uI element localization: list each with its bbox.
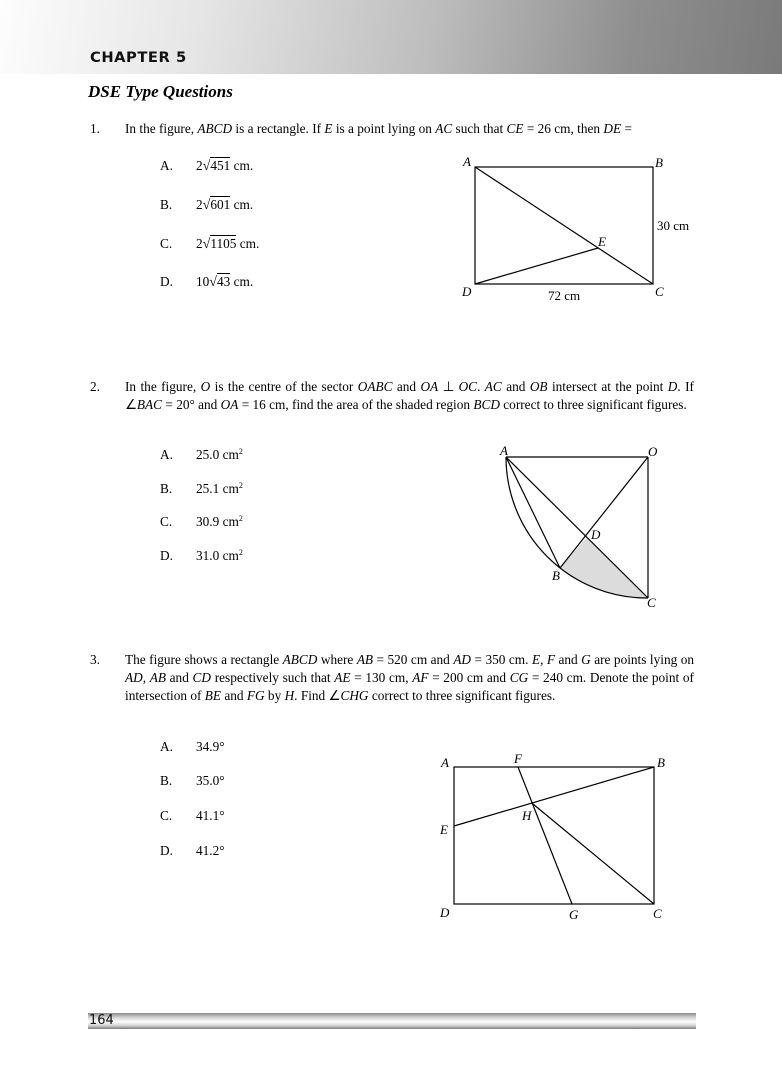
- svg-text:F: F: [514, 751, 522, 766]
- question-2: [90, 378, 694, 414]
- question-number: 2.: [90, 379, 100, 394]
- svg-text:C: C: [647, 595, 656, 610]
- question-text: In the figure, ABCD is a rectangle. If E is a point lying on AC such that CE = 26 cm, then DE =: [125, 121, 632, 136]
- svg-text:H: H: [522, 808, 532, 823]
- svg-text:A: A: [463, 154, 471, 169]
- shaded-region-bcd: [560, 537, 648, 598]
- chapter-title: CHAPTER 5: [90, 50, 187, 66]
- figure-sector-oabc: [490, 440, 670, 615]
- question-1: [90, 120, 694, 138]
- svg-text:B: B: [657, 755, 665, 770]
- figure-rectangle-efgh: [430, 745, 680, 925]
- svg-text:E: E: [598, 234, 606, 249]
- svg-text:E: E: [440, 822, 448, 837]
- question-text: In the figure, O is the centre of the sector OABC and OA ⊥ OC. AC and OB intersect at the point D. If ∠BAC = 20° and OA = 16 cm, find the area of the shaded region BCD correct to three significant figures.: [125, 379, 694, 412]
- figure-rectangle-abcd: [450, 150, 710, 310]
- svg-text:D: D: [462, 284, 472, 299]
- svg-text:B: B: [552, 568, 560, 583]
- svg-text:30 cm: 30 cm: [657, 218, 690, 233]
- question-number: 1.: [90, 121, 100, 136]
- svg-text:G: G: [569, 907, 579, 922]
- question-number: 3.: [90, 652, 100, 667]
- svg-text:A: A: [500, 443, 508, 458]
- svg-text:C: C: [655, 284, 664, 299]
- svg-text:A: A: [441, 755, 449, 770]
- svg-text:O: O: [648, 444, 658, 459]
- question-text: The figure shows a rectangle ABCD where AB = 520 cm and AD = 350 cm. E, F and G are points lying on AD, AB and CD respectively such that AE = 130 cm, AF = 200 cm and CG = 240 cm. Denote the point of intersection of BE and FG by H. Find ∠CHG correct to three significant figures.: [125, 652, 695, 703]
- footer-bar: [88, 1013, 696, 1029]
- svg-text:B: B: [655, 155, 663, 170]
- page-number: 164: [89, 1013, 114, 1028]
- svg-text:D: D: [591, 527, 601, 542]
- svg-text:D: D: [440, 905, 450, 920]
- question-3: [90, 651, 694, 705]
- svg-text:C: C: [653, 906, 662, 921]
- svg-text:72 cm: 72 cm: [548, 288, 581, 303]
- section-title: DSE Type Questions: [88, 82, 233, 101]
